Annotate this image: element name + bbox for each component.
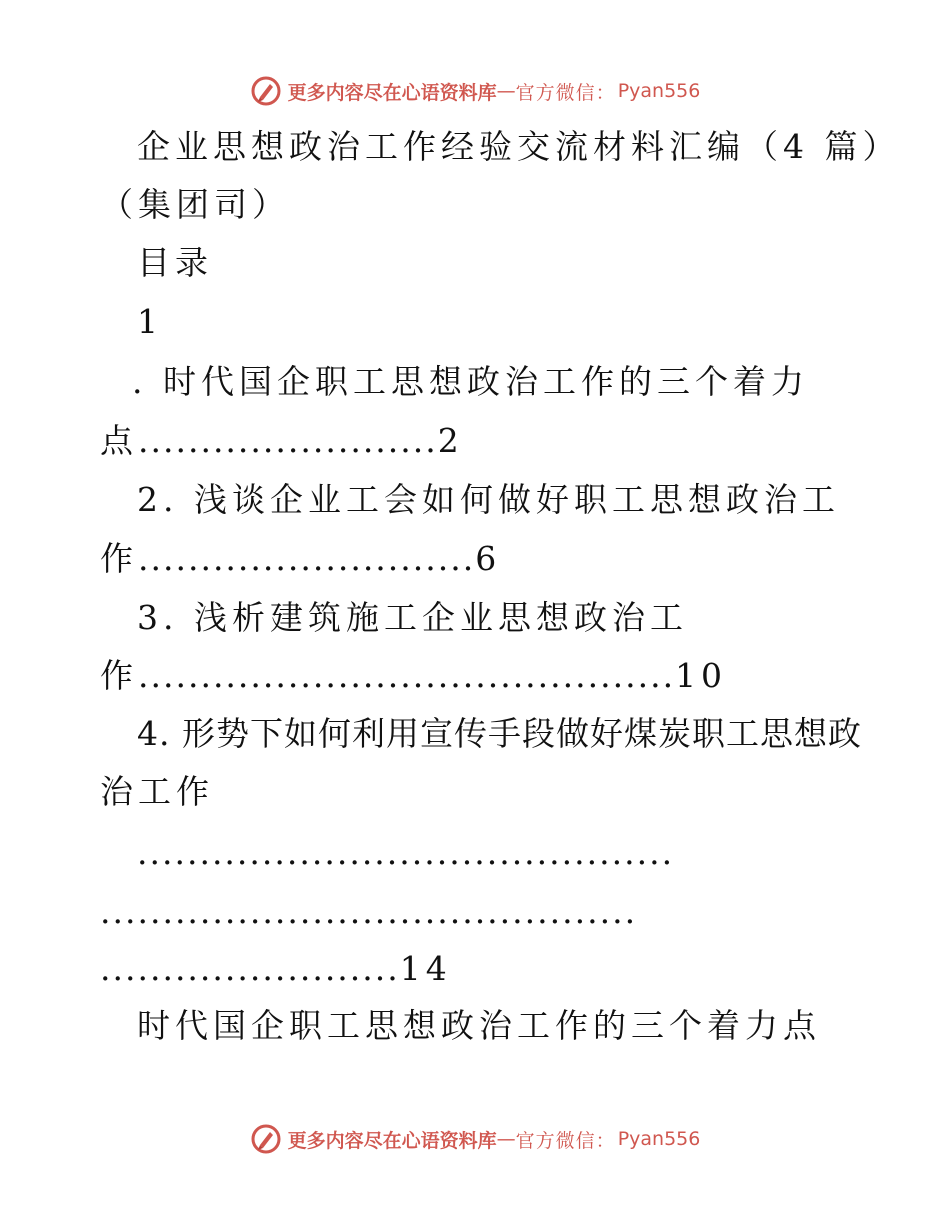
toc-item-2-title-wrap: 作: [100, 539, 138, 578]
toc-item-4-page: 14: [399, 949, 452, 988]
toc-item-2-title[interactable]: 2. 浅谈企业工会如何做好职工思想政治工: [137, 480, 840, 519]
toc-item-1-number: 1: [137, 302, 163, 341]
toc-item-4-dot-leader-2: ...........................................: [100, 892, 638, 931]
toc-item-1-title-wrap: 点: [100, 421, 138, 460]
pen-logo-icon: [250, 1123, 282, 1155]
toc-item-1-page: 2: [437, 421, 464, 460]
toc-item-2-leader[interactable]: [100, 539, 501, 579]
toc-item-3-dot-leader: ...........................................: [138, 656, 676, 695]
toc-item-4-title[interactable]: 4. 形势下如何利用宣传手段做好煤炭职工思想政: [137, 714, 862, 753]
watermark-banner-bottom: [0, 1119, 950, 1159]
toc-item-1-leader[interactable]: [100, 421, 464, 461]
toc-item-4-dot-leader-1: ...........................................: [137, 833, 675, 872]
watermark-dash: —: [496, 1128, 516, 1150]
toc-item-4-dot-leader-3: ........................: [100, 949, 400, 988]
toc-item-3-title[interactable]: 3. 浅析建筑施工企业思想政治工: [137, 598, 688, 637]
toc-item-4-title-wrap[interactable]: 治工作: [100, 772, 214, 811]
toc-heading: 目录: [137, 243, 213, 282]
section-heading: 时代国企职工思想政治工作的三个着力点: [137, 1006, 821, 1045]
toc-item-2-page: 6: [475, 539, 502, 578]
watermark-banner-top: [0, 71, 950, 111]
toc-item-4-leader[interactable]: [100, 949, 452, 989]
toc-item-3-title-wrap: 作: [100, 656, 138, 695]
toc-item-3-page: 10: [675, 656, 728, 695]
watermark-account: Pyan556: [617, 1128, 701, 1150]
toc-item-1-title[interactable]: . 时代国企职工思想政治工作的三个着力: [132, 362, 809, 401]
watermark-official-label: 官方微信：: [515, 1129, 616, 1152]
watermark-official-label: 官方微信：: [515, 81, 616, 104]
doc-title-line1: 企业思想政治工作经验交流材料汇编（4 篇）: [137, 127, 901, 166]
doc-title-line2: （集团司）: [100, 185, 290, 224]
watermark-account: Pyan556: [617, 80, 701, 102]
toc-item-3-leader[interactable]: [100, 656, 727, 696]
toc-item-1-dot-leader: ........................: [138, 421, 438, 460]
watermark-main-text: 更多内容尽在心语资料库: [287, 1129, 497, 1152]
pen-logo-icon: [250, 75, 282, 107]
toc-item-2-dot-leader: ...........................: [138, 539, 476, 578]
watermark-dash: —: [496, 80, 516, 102]
watermark-main-text: 更多内容尽在心语资料库: [287, 81, 497, 104]
